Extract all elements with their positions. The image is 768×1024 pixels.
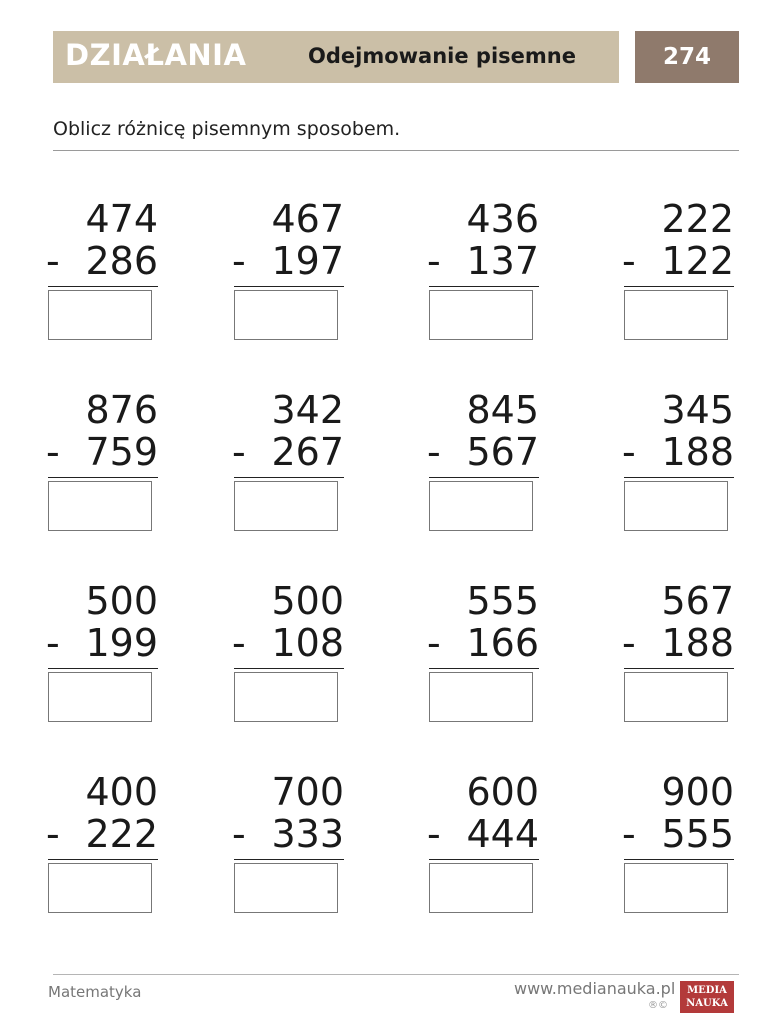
subtrahend: 122 [661, 239, 734, 283]
medianauka-logo [680, 981, 734, 1013]
bottom-divider [53, 974, 739, 975]
answer-box[interactable] [624, 863, 728, 913]
minuend: 900 [661, 770, 734, 814]
subtraction-problem [427, 580, 539, 730]
subtraction-problem [46, 771, 158, 921]
result-line [48, 668, 158, 669]
answer-box[interactable] [234, 672, 338, 722]
minus-sign: - [622, 812, 636, 856]
minus-sign: - [232, 239, 246, 283]
subtraction-problem [427, 198, 539, 348]
answer-box[interactable] [48, 863, 152, 913]
subtraction-problem [46, 580, 158, 730]
minuend: 342 [271, 388, 344, 432]
subtraction-problem [622, 198, 734, 348]
subtrahend: 108 [271, 621, 344, 665]
result-line [234, 668, 344, 669]
subtraction-problem [427, 389, 539, 539]
subtrahend: 166 [466, 621, 539, 665]
result-line [624, 286, 734, 287]
subtrahend: 199 [85, 621, 158, 665]
answer-box[interactable] [429, 481, 533, 531]
subtrahend: 286 [85, 239, 158, 283]
minus-sign: - [232, 621, 246, 665]
minuend: 555 [466, 579, 539, 623]
minuend: 500 [85, 579, 158, 623]
subtrahend: 188 [661, 621, 734, 665]
instruction-text: Oblicz różnicę pisemnym sposobem. [53, 118, 401, 140]
minuend: 345 [661, 388, 734, 432]
answer-box[interactable] [48, 481, 152, 531]
section-title: DZIAŁANIA [65, 38, 247, 72]
footer-copyright: ®© [648, 1000, 668, 1011]
result-line [429, 477, 539, 478]
result-line [624, 668, 734, 669]
minuend: 567 [661, 579, 734, 623]
result-line [234, 286, 344, 287]
subtraction-problem [622, 771, 734, 921]
minuend: 222 [661, 197, 734, 241]
subtrahend: 188 [661, 430, 734, 474]
answer-box[interactable] [48, 672, 152, 722]
subtrahend: 333 [271, 812, 344, 856]
minus-sign: - [427, 430, 441, 474]
minuend: 876 [85, 388, 158, 432]
result-line [624, 477, 734, 478]
footer-subject: Matematyka [48, 983, 142, 1001]
subtraction-problem [622, 389, 734, 539]
subtrahend: 555 [661, 812, 734, 856]
minus-sign: - [427, 812, 441, 856]
result-line [234, 859, 344, 860]
answer-box[interactable] [624, 481, 728, 531]
subtraction-problem [232, 198, 344, 348]
result-line [429, 286, 539, 287]
minuend: 436 [466, 197, 539, 241]
minuend: 400 [85, 770, 158, 814]
subtrahend: 444 [466, 812, 539, 856]
result-line [234, 477, 344, 478]
answer-box[interactable] [624, 290, 728, 340]
topic-subtitle: Odejmowanie pisemne [308, 44, 576, 68]
minuend: 700 [271, 770, 344, 814]
subtrahend: 222 [85, 812, 158, 856]
footer-url-link[interactable]: www.medianauka.pl [514, 979, 676, 998]
minuend: 600 [466, 770, 539, 814]
minus-sign: - [427, 239, 441, 283]
minus-sign: - [622, 621, 636, 665]
answer-box[interactable] [429, 672, 533, 722]
subtraction-problem [46, 389, 158, 539]
page-number: 274 [635, 31, 739, 83]
result-line [429, 668, 539, 669]
subtraction-problem [232, 771, 344, 921]
minus-sign: - [427, 621, 441, 665]
subtrahend: 567 [466, 430, 539, 474]
minuend: 500 [271, 579, 344, 623]
subtrahend: 267 [271, 430, 344, 474]
subtraction-problem [46, 198, 158, 348]
minus-sign: - [46, 812, 60, 856]
answer-box[interactable] [429, 863, 533, 913]
answer-box[interactable] [48, 290, 152, 340]
answer-box[interactable] [429, 290, 533, 340]
minus-sign: - [46, 621, 60, 665]
minuend: 474 [85, 197, 158, 241]
minuend: 467 [271, 197, 344, 241]
minus-sign: - [622, 430, 636, 474]
logo-line-2: NAUKA [686, 998, 728, 1009]
answer-box[interactable] [234, 863, 338, 913]
subtraction-problem [232, 389, 344, 539]
minus-sign: - [46, 430, 60, 474]
minus-sign: - [232, 812, 246, 856]
result-line [48, 477, 158, 478]
subtraction-problem [427, 771, 539, 921]
result-line [48, 286, 158, 287]
minus-sign: - [232, 430, 246, 474]
answer-box[interactable] [624, 672, 728, 722]
subtrahend: 197 [271, 239, 344, 283]
header-bar [53, 31, 619, 83]
minus-sign: - [46, 239, 60, 283]
top-divider [53, 150, 739, 151]
answer-box[interactable] [234, 290, 338, 340]
result-line [429, 859, 539, 860]
result-line [48, 859, 158, 860]
result-line [624, 859, 734, 860]
subtrahend: 759 [85, 430, 158, 474]
subtraction-problem [622, 580, 734, 730]
subtraction-problem [232, 580, 344, 730]
minus-sign: - [622, 239, 636, 283]
logo-line-1: MEDIA [687, 985, 727, 996]
subtrahend: 137 [466, 239, 539, 283]
answer-box[interactable] [234, 481, 338, 531]
minuend: 845 [466, 388, 539, 432]
